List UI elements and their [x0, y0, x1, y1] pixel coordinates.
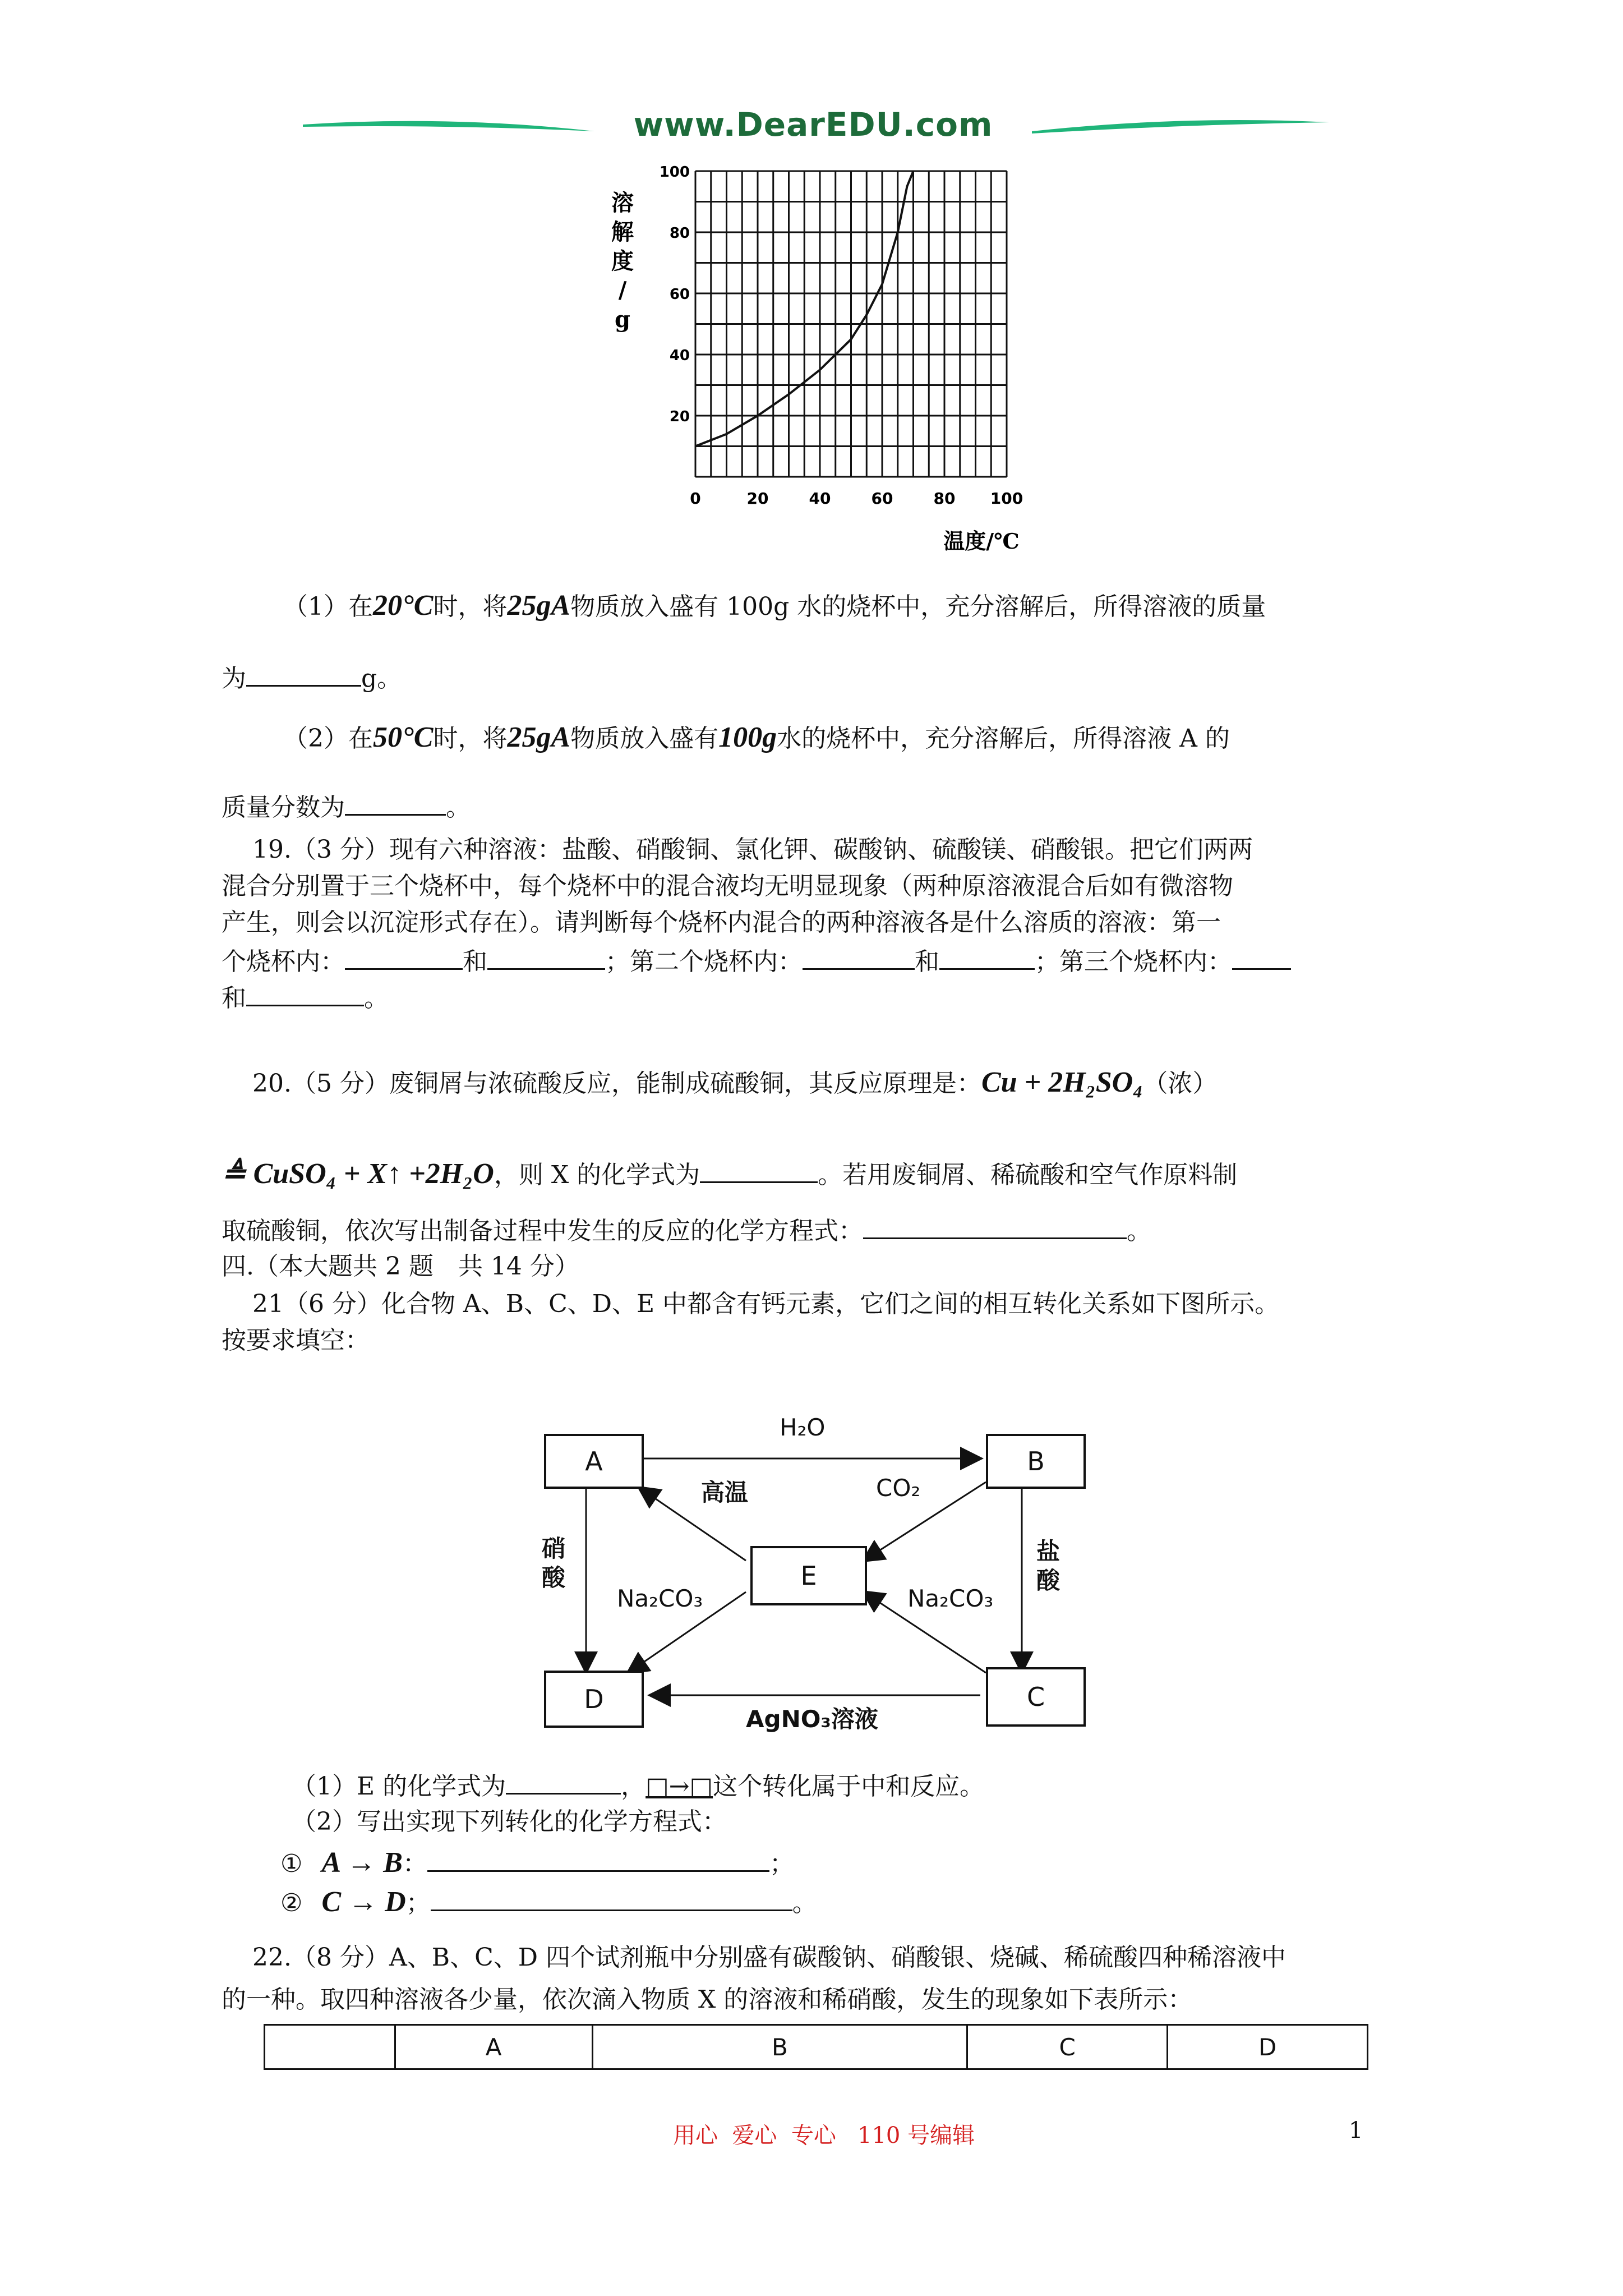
q18-p2-prefix: （2）在 — [283, 724, 373, 753]
y-axis-label-char: 度 — [611, 248, 634, 274]
q19-line4-e: ；第三个烧杯内： — [1035, 947, 1232, 976]
q20-formula-2: ≜ CuSO₄ + X↑ +2H₂O — [222, 1158, 494, 1190]
table-header-b: B — [592, 2025, 967, 2069]
footer-editor-note: 用心 爱心 专心 110 号编辑 — [673, 2123, 975, 2148]
wave-left-icon — [303, 112, 594, 140]
q21-p1-b: ， — [621, 1772, 646, 1801]
label-agno3: AgNO₃溶液 — [746, 1705, 878, 1733]
q18-part2 — [222, 721, 1413, 756]
q22-line2: 的一种。取四种溶液各少量，依次滴入物质 X 的溶液和稀硝酸，发生的现象如下表所示： — [222, 1985, 1193, 2014]
q21-item2-expr: C → D — [321, 1886, 406, 1918]
y-axis-label-char: g — [615, 306, 630, 333]
y-tick-label: 40 — [669, 347, 690, 364]
q21-item2-end: 。 — [792, 1889, 817, 1917]
node-e: E — [750, 1546, 867, 1605]
q19-blank-2a[interactable] — [803, 942, 915, 970]
q19-line5 — [222, 979, 1413, 1015]
node-d: D — [544, 1671, 644, 1728]
label-na2co3-left: Na₂CO₃ — [617, 1585, 703, 1612]
q18-p1-mid2: 物质放入盛有 100g 水的烧杯中，充分溶解后，所得溶液的质量 — [570, 592, 1266, 621]
x-axis-label: 温度/℃ — [943, 528, 1020, 554]
q21-part2: （2）写出实现下列转化的化学方程式： — [292, 1807, 727, 1836]
x-tick-label: 80 — [933, 489, 956, 508]
q21-p1-arrow: □→□ — [645, 1772, 713, 1801]
y-axis-label-char: / — [618, 277, 627, 303]
q21-blank-e[interactable] — [506, 1767, 621, 1795]
section4-heading: 四.（本大题共 2 题 共 14 分） — [222, 1252, 579, 1281]
q18-part1-line2 — [222, 659, 1413, 696]
q21-item1-expr: A → B — [321, 1847, 403, 1879]
table-header-d: D — [1168, 2025, 1368, 2069]
q18-answer-blank-1[interactable] — [246, 659, 361, 687]
q19-line4 — [222, 942, 1413, 979]
q21-blank-cd[interactable] — [431, 1884, 792, 1911]
q20-line3-a: 取硫酸铜，依次写出制备过程中发生的反应的化学方程式： — [222, 1217, 863, 1245]
q20-line2 — [222, 1156, 1413, 1192]
node-c: C — [986, 1667, 1086, 1727]
q20-line1-a: 20.（5 分）废铜屑与浓硫酸反应，能制成硫酸铜，其反应原理是： — [252, 1069, 981, 1098]
q19-line5-b: 。 — [364, 984, 389, 1013]
q18-p2-temp: 50°C — [373, 721, 434, 753]
q22-line1: 22.（8 分）A、B、C、D 四个试剂瓶中分别盛有碳酸钠、硝酸银、烧碱、稀硫酸四种稀溶液中 — [252, 1943, 1286, 1972]
node-a: A — [544, 1434, 644, 1489]
label-yansuan: 盐 酸 — [1036, 1538, 1061, 1594]
q18-p2-mid1: 时，将 — [433, 724, 508, 753]
q21-item2-num: ② — [280, 1889, 303, 1917]
label-na2co3-right: Na₂CO₃ — [907, 1585, 994, 1612]
y-tick-label: 80 — [669, 225, 690, 242]
q22-results-table — [264, 2024, 1368, 2070]
q19-line4-c: ；第二个烧杯内： — [605, 947, 803, 976]
q18-p2-water: 100g — [718, 721, 777, 753]
q21-p1-d: 这个转化属于中和反应。 — [713, 1772, 985, 1801]
q20-line1 — [252, 1066, 1444, 1101]
x-tick-label: 100 — [990, 489, 1023, 508]
label-co2: CO₂ — [876, 1474, 921, 1502]
q18-p1-line2-b: g。 — [361, 664, 402, 693]
q21-line1: 21（6 分）化合物 A、B、C、D、E 中都含有钙元素，它们之间的相互转化关系如下图所示。 — [252, 1290, 1280, 1318]
q21-item1-num: ① — [280, 1849, 303, 1878]
y-tick-label: 20 — [669, 408, 690, 425]
table-header-c: C — [967, 2025, 1168, 2069]
q20-line2-b: 。若用废铜屑、稀硫酸和空气作原料制 — [818, 1161, 1238, 1189]
table-cell — [265, 2025, 395, 2069]
q18-p2-line2-b: 。 — [446, 793, 471, 822]
q19-line4-a: 个烧杯内： — [222, 947, 345, 976]
q19-line4-b: 和 — [463, 947, 487, 976]
q21-item1: ① A → B： ； — [280, 1844, 1472, 1881]
wave-right-icon — [1032, 112, 1329, 140]
header-watermark — [303, 101, 1329, 151]
y-axis-label-char: 溶 — [611, 190, 634, 216]
q21-conversion-diagram — [533, 1414, 1094, 1739]
q20-blank-2[interactable] — [863, 1212, 1127, 1239]
x-tick-label: 20 — [746, 489, 769, 508]
y-axis-label-char: 解 — [611, 219, 634, 245]
q21-p1-a: （1）E 的化学式为 — [292, 1772, 506, 1801]
q18-p2-mid2: 物质放入盛有 — [570, 724, 719, 753]
q20-line3 — [222, 1212, 1413, 1248]
q20-formula-1: Cu + 2H₂SO₄ — [981, 1066, 1144, 1098]
q19-line2: 混合分别置于三个烧杯中，每个烧杯中的混合液均无明显现象（两种原溶液混合后如有微溶物 — [222, 872, 1233, 900]
q20-blank-1[interactable] — [700, 1156, 818, 1183]
y-tick-label: 100 — [659, 164, 690, 181]
q19-blank-3b[interactable] — [246, 979, 364, 1006]
q18-p1-prefix: （1）在 — [283, 592, 373, 621]
q18-p1-mass: 25gA — [507, 590, 571, 622]
label-h2o: H₂O — [780, 1414, 826, 1441]
table-header-a: A — [395, 2025, 592, 2069]
q18-p2-line2-a: 质量分数为 — [222, 793, 345, 822]
label-gaowen: 高温 — [701, 1479, 749, 1506]
q21-blank-ab[interactable] — [427, 1844, 769, 1872]
q18-p2-mid3: 水的烧杯中，充分溶解后，所得溶液 A 的 — [777, 724, 1230, 753]
q21-line2: 按要求填空： — [222, 1326, 370, 1355]
page-number: 1 — [1349, 2118, 1363, 2143]
q20-line1-b: （浓） — [1143, 1069, 1218, 1098]
x-tick-label: 0 — [690, 489, 701, 508]
q20-line2-a: ，则 X 的化学式为 — [494, 1161, 700, 1189]
table-row — [265, 2025, 1368, 2069]
q19-line1: 19.（3 分）现有六种溶液：盐酸、硝酸铜、氯化钾、碳酸钠、硫酸镁、硝酸银。把它们两两 — [252, 835, 1253, 864]
q18-part2-line2 — [222, 788, 1413, 825]
x-tick-label: 60 — [871, 489, 893, 508]
watermark-text: www.DearEDU.com — [633, 105, 993, 144]
q18-p1-mid1: 时，将 — [433, 592, 508, 621]
q18-answer-blank-2[interactable] — [345, 788, 446, 816]
q21-part1 — [292, 1767, 1483, 1803]
solubility-chart — [589, 157, 1054, 561]
q21-item1-end: ； — [769, 1849, 794, 1878]
q19-line4-d: 和 — [915, 947, 939, 976]
q19-blank-3a[interactable] — [1232, 942, 1291, 970]
q19-line3: 产生，则会以沉淀形式存在）。请判断每个烧杯内混合的两种溶液各是什么溶质的溶液：第一 — [222, 908, 1221, 937]
y-tick-label: 60 — [669, 286, 690, 303]
q18-p1-line2-a: 为 — [222, 664, 246, 693]
label-xiaosuan: 硝 酸 — [542, 1535, 566, 1591]
q21-item2: ② C → D； 。 — [280, 1884, 1472, 1920]
q19-blank-1a[interactable] — [345, 942, 463, 970]
q18-p1-temp: 20°C — [373, 590, 434, 622]
q19-blank-1b[interactable] — [487, 942, 605, 970]
q20-line3-b: 。 — [1127, 1217, 1151, 1245]
node-b: B — [986, 1434, 1086, 1489]
q18-part1 — [222, 589, 1413, 624]
q19-blank-2b[interactable] — [939, 942, 1035, 970]
q18-p2-mass: 25gA — [507, 721, 571, 753]
x-tick-label: 40 — [809, 489, 831, 508]
q19-line5-a: 和 — [222, 984, 246, 1013]
